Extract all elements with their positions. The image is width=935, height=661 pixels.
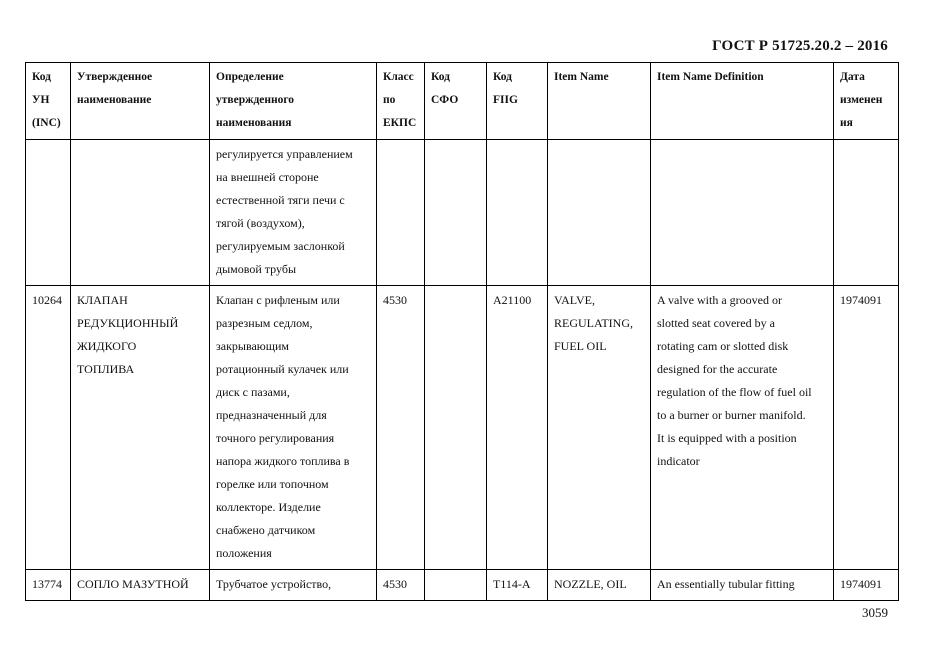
cell-item-definition [651, 140, 834, 286]
cell-date: 1974091 [834, 286, 899, 570]
column-header-fiig: Код FIIG [487, 63, 548, 140]
table-row [26, 570, 899, 601]
table-header-row [26, 63, 899, 140]
cell-item-name: VALVE, REGULATING, FUEL OIL [548, 286, 651, 570]
cell-code: 13774 [26, 570, 71, 601]
cell-class: 4530 [377, 570, 425, 601]
cell-definition: Клапан с рифленым или разрезным седлом, закрывающим ротационный кулачек или диск с пазами, предназначенный для точного регулирования напора жидкого топлива в горелке или топочном коллекторе. Изделие снабжено датчиком положения [210, 286, 377, 570]
column-header-item-name: Item Name [548, 63, 651, 140]
cell-item-name: NOZZLE, OIL [548, 570, 651, 601]
cell-item-definition: An essentially tubular fitting [651, 570, 834, 601]
column-header-item-definition: Item Name Definition [651, 63, 834, 140]
cell-date: 1974091 [834, 570, 899, 601]
cell-definition: Трубчатое устройство, [210, 570, 377, 601]
table-row [26, 286, 899, 570]
cell-name [71, 140, 210, 286]
cell-class [377, 140, 425, 286]
cell-name: КЛАПАН РЕДУКЦИОННЫЙ ЖИДКОГО ТОПЛИВА [71, 286, 210, 570]
catalog-table [25, 62, 899, 601]
cell-fiig: T114-A [487, 570, 548, 601]
cell-code [26, 140, 71, 286]
document-standard-title: ГОСТ Р 51725.20.2 – 2016 [712, 38, 888, 54]
cell-name: СОПЛО МАЗУТНОЙ [71, 570, 210, 601]
column-header-name: Утвержденное наименование [71, 63, 210, 140]
column-header-sfo: Код СФО [425, 63, 487, 140]
table-row [26, 140, 899, 286]
cell-fiig: A21100 [487, 286, 548, 570]
cell-class: 4530 [377, 286, 425, 570]
cell-date [834, 140, 899, 286]
column-header-code: Код УН (INC) [26, 63, 71, 140]
cell-sfo [425, 570, 487, 601]
column-header-definition: Определение утвержденного наименования [210, 63, 377, 140]
column-header-date: Дата изменен ия [834, 63, 899, 140]
cell-item-definition: A valve with a grooved or slotted seat covered by a rotating cam or slotted disk designed for the accurate regulation of the flow of fuel oil to a burner or burner manifold. It is equipped with a position indicator [651, 286, 834, 570]
cell-sfo [425, 286, 487, 570]
cell-definition: регулируется управлением на внешней стороне естественной тяги печи с тягой (воздухом), регулируемым заслонкой дымовой трубы [210, 140, 377, 286]
cell-item-name [548, 140, 651, 286]
cell-code: 10264 [26, 286, 71, 570]
cell-fiig [487, 140, 548, 286]
page-number: 3059 [862, 605, 888, 620]
cell-sfo [425, 140, 487, 286]
column-header-class: Класс по ЕКПС [377, 63, 425, 140]
